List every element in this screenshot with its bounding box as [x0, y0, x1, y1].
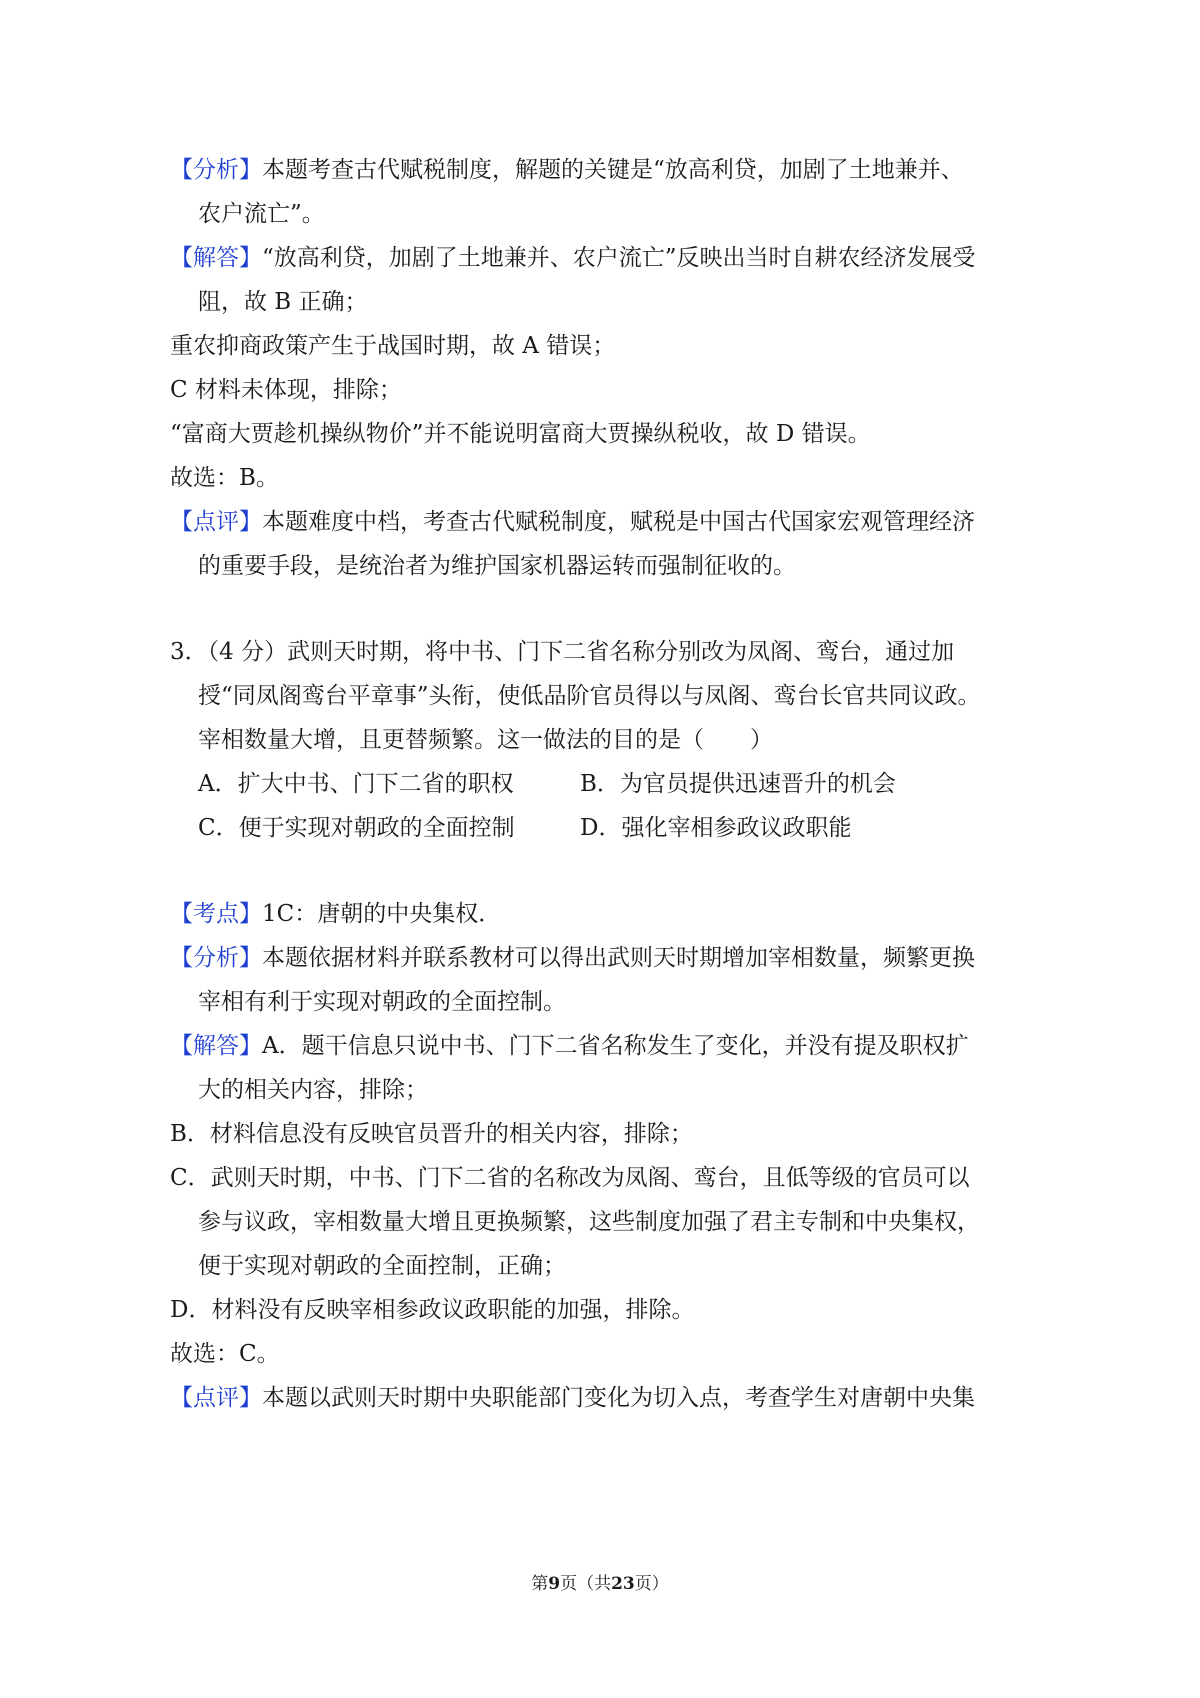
option-c: C．便于实现对朝政的全面控制: [198, 815, 515, 841]
answer-2-text-1: A．题干信息只说中书、门下二省名称发生了变化，并没有提及职权扩: [262, 1033, 969, 1059]
kaodian-paragraph: [170, 898, 501, 930]
question-3-line-3: 宰相数量大增，且更替频繁。这一做法的目的是（ ）: [198, 727, 773, 753]
option-a: A．扩大中书、门下二省的职权: [198, 771, 514, 797]
footer-page-number: 9: [548, 1574, 561, 1594]
review-text-1: 本题难度中档，考查古代赋税制度，赋税是中国古代国家宏观管理经济: [262, 509, 975, 535]
answer-line-c: C 材料未体现，排除；: [170, 377, 402, 403]
analysis-2-text-2: 宰相有利于实现对朝政的全面控制。: [198, 989, 566, 1015]
footer-suffix: 页）: [634, 1574, 669, 1594]
answer-line-d: “富商大贾趁机操纵物价”并不能说明富商大贾操纵税收，故 D 错误。: [170, 421, 871, 447]
answer-2-choice: 故选：C。: [170, 1341, 280, 1367]
option-d: D．强化宰相参政议政职能: [580, 815, 852, 841]
answer-2-line-c-3: 便于实现对朝政的全面控制，正确；: [198, 1253, 566, 1279]
answer-2-line-d: D．材料没有反映宰相参政议政职能的加强，排除。: [170, 1297, 695, 1323]
review-2-text-1: 本题以武则天时期中央职能部门变化为切入点，考查学生对唐朝中央集: [262, 1385, 975, 1411]
footer-prefix: 第: [531, 1574, 549, 1594]
answer-2-line-b: B．材料信息没有反映官员晋升的相关内容，排除；: [170, 1121, 693, 1147]
answer-line-a: 重农抑商政策产生于战国时期，故 A 错误；: [170, 333, 616, 359]
analysis-text-1: 本题考查古代赋税制度，解题的关键是“放高利贷，加剧了土地兼并、: [262, 157, 964, 183]
analysis-tag-2: 【分析】: [170, 945, 262, 971]
answer-text-2: 阻，故 B 正确；: [198, 289, 368, 315]
analysis-paragraph-2: [170, 942, 975, 974]
page-footer: [0, 1572, 1200, 1596]
answer-text-1: “放高利贷，加剧了土地兼并、农户流亡”反映出当时自耕农经济发展受: [262, 245, 976, 271]
footer-total-pages: 23: [611, 1574, 635, 1594]
analysis-paragraph: [170, 154, 964, 186]
answer-2-text-2: 大的相关内容，排除；: [198, 1077, 428, 1103]
answer-tag-2: 【解答】: [170, 1033, 262, 1059]
answer-paragraph: [170, 242, 976, 274]
review-paragraph-2: [170, 1382, 975, 1414]
option-b: B．为官员提供迅速晋升的机会: [580, 771, 896, 797]
answer-tag: 【解答】: [170, 245, 262, 271]
review-tag-2: 【点评】: [170, 1385, 262, 1411]
question-3-line-1: 3．（4 分）武则天时期，将中书、门下二省名称分别改为凤阁、鸾台，通过加: [170, 639, 955, 665]
review-paragraph: [170, 506, 975, 538]
kaodian-text: 1C：唐朝的中央集权．: [262, 901, 502, 927]
analysis-tag: 【分析】: [170, 157, 262, 183]
answer-paragraph-2: [170, 1030, 969, 1062]
kaodian-tag: 【考点】: [170, 901, 262, 927]
answer-choice: 故选：B。: [170, 465, 279, 491]
review-tag: 【点评】: [170, 509, 262, 535]
question-3-line-2: 授“同凤阁鸾台平章事”头衔，使低品阶官员得以与凤阁、鸾台长官共同议政。: [198, 683, 981, 709]
analysis-text-2: 农户流亡”。: [198, 201, 325, 227]
analysis-2-text-1: 本题依据材料并联系教材可以得出武则天时期增加宰相数量，频繁更换: [262, 945, 975, 971]
review-text-2: 的重要手段，是统治者为维护国家机器运转而强制征收的。: [198, 553, 796, 579]
answer-2-line-c-1: C．武则天时期，中书、门下二省的名称改为凤阁、鸾台，且低等级的官员可以: [170, 1165, 970, 1191]
footer-mid: 页（共: [560, 1574, 612, 1594]
answer-2-line-c-2: 参与议政，宰相数量大增且更换频繁，这些制度加强了君主专制和中央集权，: [198, 1209, 980, 1235]
